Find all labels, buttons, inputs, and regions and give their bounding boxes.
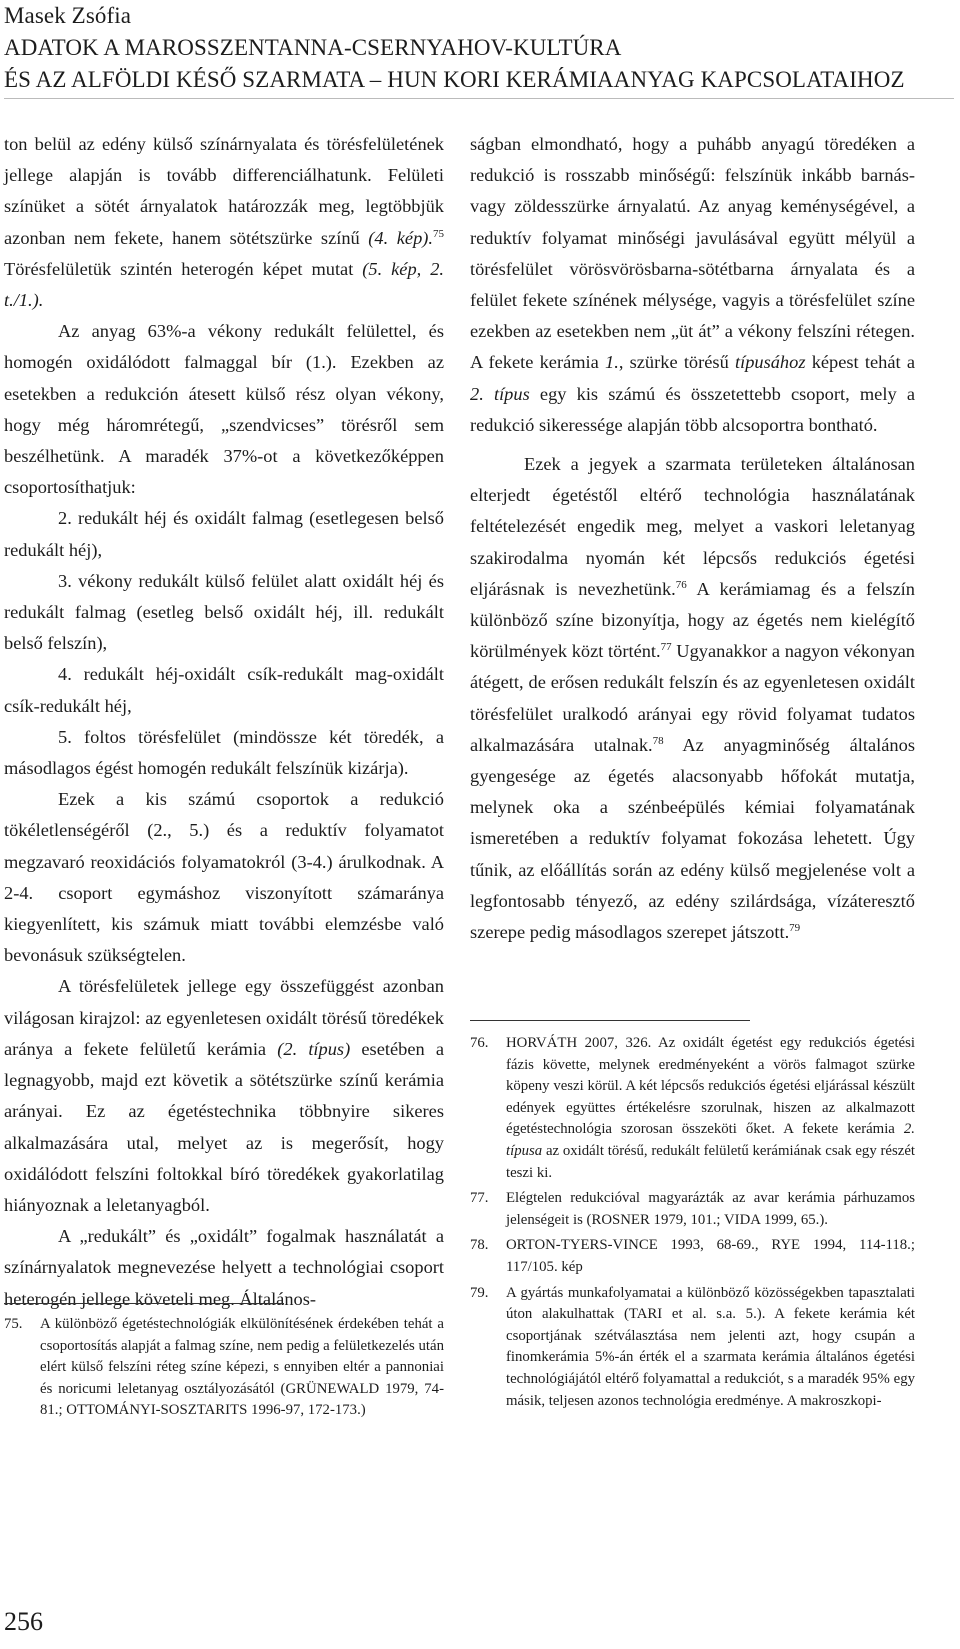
header-rule [4,98,954,99]
footnote-79 [470,1283,915,1413]
header-title-line-1: ADATOK A MAROSSZENTANNA-CSERNYAHOV-KULTÚRA [4,35,622,60]
right-footnotes [470,1020,915,1412]
text-run: ságban elmondható, hogy a puhább anyagú töredéken a redukció is rosszabb minőségű: felszínük inkább barnás- vagy zöldesszürke árnyalatú. Az anyag keménységével, a reduktív folyamat minőségi javulásával együtt mélyül a törésfelület vörösvörösbarna-sötétbarna árnyalata és a felület fekete színének mélysége, vagyis a törésfelület színe ezekben az esetekben nem „üt át” a vékony felszíni rétegen. A fekete kerámia [470,134,915,373]
text-run: Törésfelületük szintén heterogén képet mutat [4,258,363,279]
text-run: A kerámiamag és a felszín különböző színe bizonyítja, hogy az égetés nem kielégítő körülmények közt történt. [470,578,915,662]
footnote-text: Elégtelen redukcióval magyarázták az avar kerámia párhuzamos jelenségeit is (ROSNER 1979, 101.; VIDA 1999, 65.). [506,1190,915,1228]
paragraph [470,129,915,441]
footnote-text: A különböző égetéstechnológiák elkülönítésének érdekében tehát a csoportosítás alapját a falmag színe, nem pedig a felületkezelés után elért külső felszíni réteg színe képezi, s ennyiben eltér a pannoniai és noricumi leletanyag osztályozásától (GRÜNEWALD 1979, 74-81.; OTTOMÁNYI-SOSZTARITS 1996-97, 172-173.) [40,1316,444,1419]
text-run: egy kis számú és összetettebb csoport, mely a redukció sikeressége alapján több alcsoportra bontható. [470,383,915,435]
footnote-76 [470,1033,915,1184]
footnote-78 [470,1235,915,1278]
right-column [470,129,915,948]
footnote-number: 77. [470,1190,489,1207]
text-run: HORVÁTH 2007, 326. Az oxidált égetést egy redukciós égetési fázis követte, melynek eredményeként a vörös falmagot szürke köpeny veszi körül. A két lépcsős redukciós égetési eljárással készült edények együttes értékelésre szorulnak, hiszen az alkalmazott égetéstechnológia szorosan összeköti őket. A fekete kerámia [506,1035,915,1138]
list-item: 3. vékony redukált külső felület alatt oxidált héj és redukált falmag (esetleg belső oxidált héj, ill. redukált belső felszín), [4,570,444,654]
type-reference: (2. típus) [277,1038,351,1059]
type-reference: típusához [734,352,806,373]
text-run: Ezek a jegyek a szarmata területeken általánosan elterjedt égetéstől eltérő technológia használatának feltételezését engedik meg, melyet a vaskori leletanyag szakirodalma nyomán két lépcsős redukciós égetési eljárásnak is nevezhetünk. [470,454,915,599]
footnote-77 [470,1188,915,1231]
footnote-rule [4,1303,284,1304]
footnote-ref-77[interactable]: 77 [660,641,672,654]
footnote-ref-78[interactable]: 78 [652,734,664,747]
paragraph [4,129,444,316]
text-run: az oxidált törésű, redukált felületű kerámiának csak egy részét teszi ki. [506,1142,915,1181]
footnote-number: 78. [470,1237,489,1254]
footnote-text: ORTON-TYERS-VINCE 1993, 68-69., RYE 1994, 114-118.; 117/105. kép [506,1237,915,1275]
footnote-text [506,1033,915,1184]
left-footnotes [4,1303,444,1422]
type-reference: 2. típus [470,383,530,404]
running-header [4,0,954,96]
footnote-ref-76[interactable]: 76 [675,578,687,591]
list-item: 2. redukált héj és oxidált falmag (esetlegesen belső redukált héj), [4,508,444,560]
header-author: Masek Zsófia [4,3,132,28]
text-run: , szürke törésű [618,352,735,373]
footnote-ref-79[interactable]: 79 [789,921,801,934]
footnote-75 [4,1314,444,1422]
paragraph [470,449,915,948]
paragraph: Ezek a kis számú csoportok a redukció tökéletlenségéről (2., 5.) és a reduktív folyamatot megzavaró reoxidációs folyamatokról (3-4.) árulkodnak. A 2-4. csoport egymáshoz viszonyított számaránya kiegyenlített, kis számuk miatt további elemzésbe való bevonásuk szükségtelen. [4,789,444,966]
text-run: A törésfelületek jellege egy összefüggést azonban világosan kirajzol: az egyenletesen oxidált törésű töredékek aránya a fekete felületű kerámia [4,976,444,1059]
text-run: képest tehát a [805,352,915,373]
footnote-text: A gyártás munkafolyamatai a különböző közösségekben tapasztalati úton alakulhattak (TARI et al. s.a. 5.). A fekete kerámia két csoportjának szétválasztása nem jelenti azt, hogy csupán a finomkerámia 5%-án érték el a szarmata kerámia általános égetési technológiájától eltérő folyamattal a redukciót, s a maradék 95% egy másik, teljesen azonos technológia eredménye. A makroszkopi- [506,1284,915,1409]
list-item: 5. foltos törésfelület (mindössze két töredék, a másodlagos égést homogén redukált felszínük kizárja). [4,726,444,779]
paragraph: A „redukált” és „oxidált” fogalmak használatát a színárnyalatok megnevezése helyett a technológiai csoport heterogén jellege követeli meg. Általános- [4,1226,444,1309]
text-run: ton belül az edény külső színárnyalata és törésfelületének jellege alapján is tovább differenciálhatunk. Felületi színüket a sötét árnyalatok határozzák meg, legtöbbjük azonban nem fekete, hanem sötétszürke színű [4,134,444,248]
left-column [4,129,444,1315]
paragraph: Az anyag 63%-a vékony redukált felülettel, és homogén oxidálódott falmaggal bír (1.). Ezekben az esetekben a redukción átesett külső rész olyan vékony, hogy még háromrétegű, „szendvicses” törésről sem beszélhetünk. A maradék 37%-ot a következőképpen csoportosíthatjuk: [4,321,444,498]
header-title-line-2: ÉS AZ ALFÖLDI KÉSŐ SZARMATA – HUN KORI KERÁMIAANYAG KAPCSOLATAIHOZ [4,67,905,92]
paragraph [4,971,444,1221]
footnote-number: 75. [4,1316,23,1332]
text-run: Ugyanakkor a nagyon vékonyan átégett, de erősen redukált felszín és az egyenletesen oxidált törésfelület uralkodó arányai egy rövid folyamat tudatos alkalmazására utalnak. [470,641,916,755]
figure-reference: (5. kép, 2. t./1.). [4,258,445,311]
footnote-ref-75[interactable]: 75 [433,227,445,240]
footnote-number: 79. [470,1284,489,1301]
text-run: esetében a legnagyobb, majd ezt követik a sötétszürke színű kerámia arányai. Ez az égetéstechnika többnyire sikeres alkalmazására utal, melyet az is megerősít, hogy oxidálódott felszíni foltokkal bíró töredékek gyakorlatilag hiányoznak a leletanyagból. [4,1038,444,1215]
type-reference: 2. típusa [506,1121,915,1159]
type-reference: 1. [605,352,619,373]
list-item: 4. redukált héj-oxidált csík-redukált mag-oxidált csík-redukált héj, [4,664,444,716]
page-number: 256 [4,1607,43,1636]
figure-reference: (4. kép). [368,227,434,248]
footnote-number: 76. [470,1035,489,1051]
text-run: Az anyagminőség általános gyengesége az égetés alacsonyabb hőfokát mutatja, melynek oka a szénbeépülés kémiai folyamatának ismeretében a reduktív folyamat fokozása lehetett. Úgy tűnik, az előállítás során az edény külső megjelenése volt a legfontosabb tényező, az edény szilárdsága, vízáteresztő szerepe pedig másodlagos szerepet játszott. [470,734,915,943]
footnote-rule [470,1020,750,1021]
